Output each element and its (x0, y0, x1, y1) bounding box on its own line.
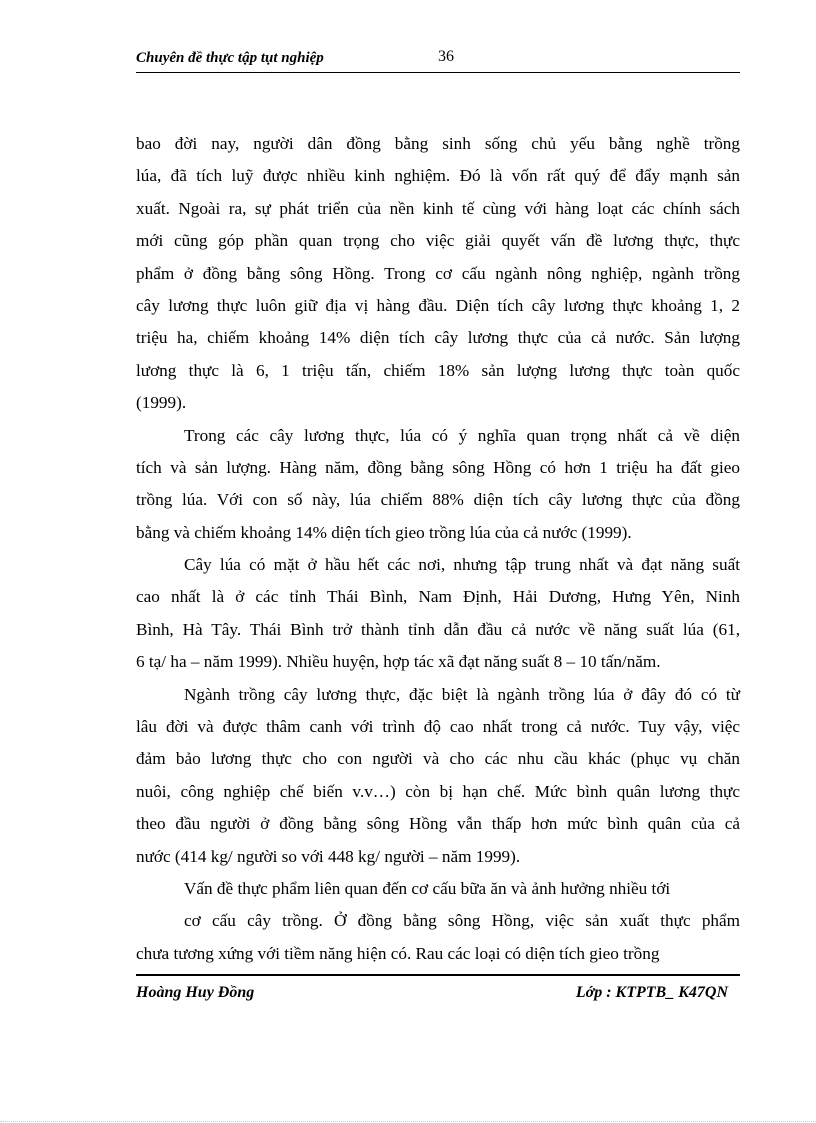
paragraph (136, 549, 740, 679)
page-edge-divider (0, 1121, 816, 1122)
text-line: trồng lúa. Với con số này, lúa chiếm 88% diện tích cây lương thực của đồng (136, 490, 740, 510)
text-line: Cây lúa có mặt ở hầu hết các nơi, nhưng tập trung nhất và đạt năng suất (184, 555, 740, 575)
page-number: 36 (438, 48, 454, 65)
header-divider (136, 72, 740, 73)
text-line: 6 tạ/ ha – năm 1999). Nhiều huyện, hợp tác xã đạt năng suất 8 – 10 tấn/năm. (136, 652, 661, 672)
page-header (136, 48, 736, 72)
text-line: lúa, đã tích luỹ được nhiều kinh nghiệm. Đó là vốn rất quý để đẩy mạnh sản (136, 166, 740, 186)
text-line: bằng và chiếm khoảng 14% diện tích gieo trồng lúa của cả nước (1999). (136, 522, 632, 542)
text-line: xuất. Ngoài ra, sự phát triển của nền kinh tế cùng với hàng loạt các chính sách (136, 198, 740, 218)
text-line: theo đầu người ở đồng bằng sông Hồng vẫn thấp hơn mức bình quân của cả (136, 814, 740, 834)
text-line: lâu đời và được thâm canh với trình độ cao nhất trong cả nước. Tuy vậy, việc (136, 717, 740, 737)
text-line: Bình, Hà Tây. Thái Bình trở thành tỉnh dẫn đầu cả nước về năng suất lúa (61, (136, 619, 740, 639)
text-line: nuôi, công nghiệp chế biến v.v…) còn bị hạn chế. Mức bình quân lương thực (136, 781, 740, 801)
text-line: Trong các cây lương thực, lúa có ý nghĩa quan trọng nhất cả về diện (184, 425, 740, 445)
body-text (136, 128, 740, 970)
paragraph (136, 873, 740, 905)
text-line: nước (414 kg/ người so với 448 kg/ người – năm 1999). (136, 846, 521, 866)
paragraph (136, 905, 740, 970)
text-line: mới cũng góp phần quan trọng cho việc giải quyết vấn đề lương thực, thực (136, 231, 740, 251)
paragraph (136, 128, 740, 420)
text-line: triệu ha, chiếm khoảng 14% diện tích cây lương thực của cả nước. Sản lượng (136, 328, 740, 348)
text-line: đảm bảo lương thực cho con người và cho các nhu cầu khác (phục vụ chăn (136, 749, 740, 769)
text-line: phẩm ở đồng bằng sông Hồng. Trong cơ cấu ngành nông nghiệp, ngành trồng (136, 263, 740, 283)
text-line: Vấn đề thực phẩm liên quan đến cơ cấu bữa ăn và ảnh hưởng nhiều tới (184, 878, 671, 898)
footer-class: Lớp : KTPTB_ K47QN (575, 984, 728, 1001)
page-footer (136, 980, 740, 1006)
text-line: Ngành trồng cây lương thực, đặc biệt là ngành trồng lúa ở đây đó có từ (184, 684, 740, 704)
text-line: chưa tương xứng với tiềm năng hiện có. Rau các loại có diện tích gieo trồng (136, 943, 660, 963)
paragraph (136, 420, 740, 550)
text-line: bao đời nay, người dân đồng bằng sinh sống chủ yếu bằng nghề trồng (136, 134, 740, 153)
text-line: tích và sản lượng. Hàng năm, đồng bằng sông Hồng có hơn 1 triệu ha đất gieo (136, 457, 740, 477)
text-line: cây lương thực luôn giữ địa vị hàng đầu. Diện tích cây lương thực khoảng 1, 2 (136, 295, 740, 315)
paragraph (136, 679, 740, 873)
footer-divider (136, 974, 740, 976)
text-line: cao nhất là ở các tỉnh Thái Bình, Nam Định, Hải Dương, Hưng Yên, Ninh (136, 587, 740, 607)
header-title: Chuyên đề thực tập tụt nghiệp (136, 50, 324, 66)
text-line: (1999). (136, 393, 187, 413)
text-line: cơ cấu cây trồng. Ở đồng bằng sông Hồng, việc sản xuất thực phẩm (184, 911, 740, 931)
text-line: lương thực là 6, 1 triệu tấn, chiếm 18% sản lượng lương thực toàn quốc (136, 360, 740, 380)
footer-author: Hoàng Huy Đồng (136, 984, 255, 1001)
